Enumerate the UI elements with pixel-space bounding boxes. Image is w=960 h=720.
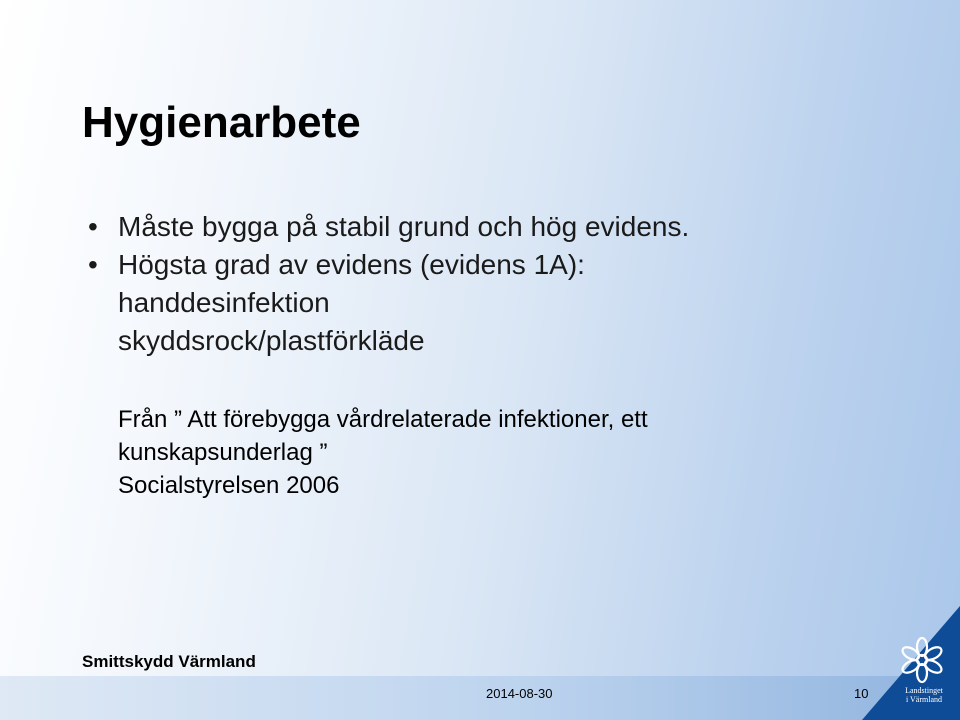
source-citation — [118, 403, 838, 502]
source-line: Socialstyrelsen 2006 — [118, 472, 340, 499]
footer-organization: Smittskydd Värmland — [82, 652, 256, 671]
source-line: Från ” Att förebygga vårdrelaterade infektioner, ett — [118, 406, 648, 433]
page-number: 10 — [854, 686, 869, 701]
bullet-list — [88, 208, 848, 360]
bullet-item — [88, 208, 848, 246]
logo-text-line: i Värmland — [905, 695, 943, 704]
logo-text-line: Landstinget — [905, 686, 943, 695]
landstinget-logo — [892, 636, 952, 720]
flower-logo-icon — [898, 636, 946, 684]
bullet-text: Högsta grad av evidens (evidens 1A): — [118, 249, 585, 280]
bullet-item — [88, 246, 848, 360]
logo-text — [892, 686, 956, 704]
sub-item: handdesinfektion — [118, 287, 330, 318]
bullet-dot: • — [88, 211, 98, 242]
sub-item: skyddsrock/plastförkläde — [118, 325, 425, 356]
footer-date: 2014-08-30 — [486, 686, 553, 701]
slide-title: Hygienarbete — [82, 98, 361, 147]
source-line: kunskapsunderlag ” — [118, 439, 328, 466]
footer-bar — [0, 676, 960, 720]
bullet-text: Måste bygga på stabil grund och hög evidens. — [118, 211, 690, 242]
bullet-dot: • — [88, 249, 98, 280]
